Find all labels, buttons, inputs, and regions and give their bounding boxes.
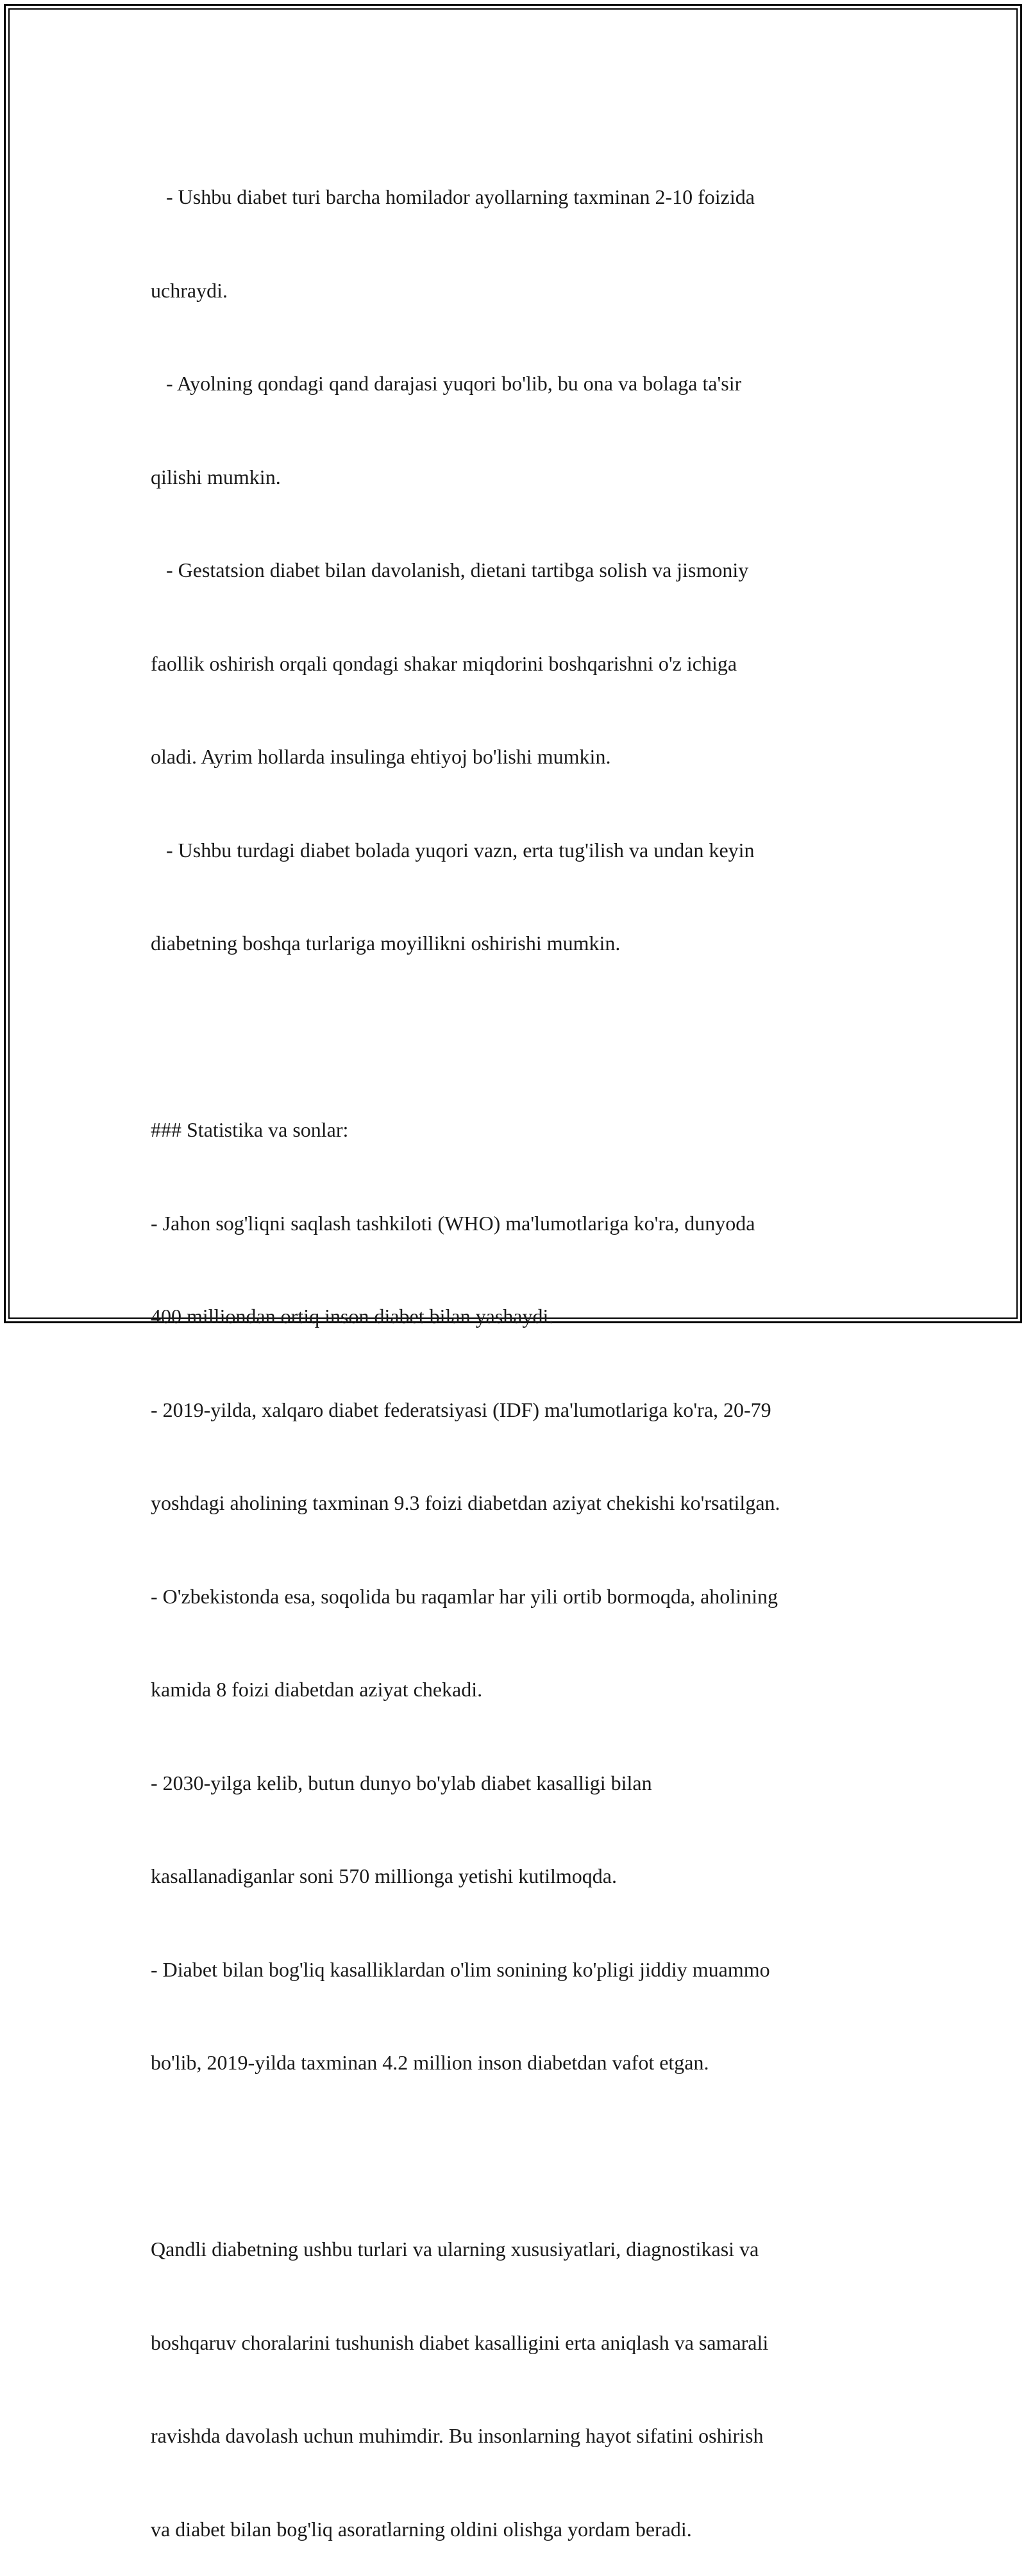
text-line: - Ayolning qondagi qand darajasi yuqori bo'lib, bu ona va bolaga ta'sir — [151, 372, 742, 395]
text-line: va diabet bilan bog'liq asoratlarning oldini olishga yordam beradi. — [151, 2517, 692, 2541]
text-line: Qandli diabetning ushbu turlari va ularning xususiyatlari, diagnostikasi va — [151, 2237, 759, 2261]
text-line: boshqaruv choralarini tushunish diabet kasalligini erta aniqlash va samarali — [151, 2330, 769, 2354]
text-line: - Jahon sog'liqni saqlash tashkiloti (WHO) ma'lumotlariga ko'ra, dunyoda — [151, 1211, 755, 1235]
text-line: diabetning boshqa turlariga moyillikni oshirishi mumkin. — [151, 932, 621, 955]
text-line: 400 milliondan ortiq inson diabet bilan yashaydi. — [151, 1305, 554, 1328]
document-body — [151, 119, 895, 2576]
blank-line — [151, 1021, 895, 1053]
text-line: kasallanadiganlar soni 570 millionga yetishi kutilmoqda. — [151, 1864, 617, 1887]
text-line: yoshdagi aholining taxminan 9.3 foizi diabetdan aziyat chekishi ko'rsatilgan. — [151, 1491, 780, 1514]
text-line: - 2030-yilga kelib, butun dunyo bo'ylab diabet kasalligi bilan — [151, 1771, 652, 1794]
text-line: kamida 8 foizi diabetdan aziyat chekadi. — [151, 1678, 483, 1701]
text-line: uchraydi. — [151, 278, 228, 302]
text-line: - Ushbu turdagi diabet bolada yuqori vazn, erta tug'ilish va undan keyin — [151, 838, 755, 862]
blank-line — [151, 2141, 895, 2172]
text-line: oladi. Ayrim hollarda insulinga ehtiyoj bo'lishi mumkin. — [151, 745, 611, 768]
text-line: - Diabet bilan bog'liq kasalliklardan o'lim sonining ko'pligi jiddiy muammo — [151, 1957, 770, 1981]
text-line: - 2019-yilda, xalqaro diabet federatsiyasi (IDF) ma'lumotlariga ko'ra, 20-79 — [151, 1398, 771, 1421]
text-line: ravishda davolash uchun muhimdir. Bu insonlarning hayot sifatini oshirish — [151, 2424, 764, 2447]
text-line: - Ushbu diabet turi barcha homilador ayollarning taxminan 2-10 foizida — [151, 185, 755, 208]
text-line: qilishi mumkin. — [151, 465, 281, 489]
text-line: - Gestatsion diabet bilan davolanish, dietani tartibga solish va jismoniy — [151, 558, 749, 581]
text-line: - O'zbekistonda esa, soqolida bu raqamlar har yili ortib bormoqda, aholining — [151, 1584, 778, 1608]
text-line: bo'lib, 2019-yilda taxminan 4.2 million inson diabetdan vafot etgan. — [151, 2051, 709, 2074]
section-heading: ### Statistika va sonlar: — [151, 1118, 349, 1141]
text-line: faollik oshirish orqali qondagi shakar miqdorini boshqarishni o'z ichiga — [151, 651, 737, 675]
